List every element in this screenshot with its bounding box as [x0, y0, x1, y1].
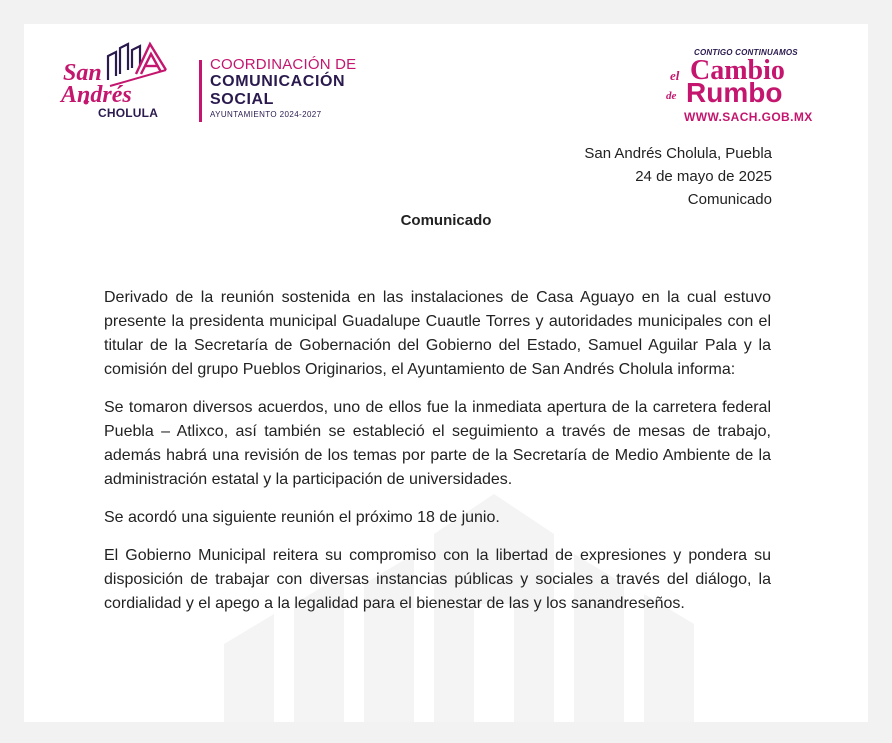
coordination-line4: AYUNTAMIENTO 2024-2027: [210, 110, 322, 119]
document-body: [104, 286, 771, 630]
kind-line: Comunicado: [687, 191, 772, 208]
logo-cambio: Cambio: [690, 55, 785, 86]
logo-divider: [199, 60, 202, 122]
website-url: WWW.SACH.GOB.MX: [684, 110, 813, 124]
document-title: Comunicado: [400, 212, 492, 229]
place-line: San Andrés Cholula, Puebla: [584, 145, 772, 162]
logo-de: de: [666, 90, 677, 102]
dateline: [584, 142, 772, 211]
paragraph: Se acordó una siguiente reunión el próximo 18 de junio.: [104, 509, 500, 526]
logo-el: el: [670, 68, 680, 83]
san-andres-logo: [48, 40, 358, 130]
cambio-de-rumbo-logo: [660, 46, 840, 126]
coordination-line1: COORDINACIÓN DE: [210, 56, 357, 73]
paragraph: Derivado de la reunión sostenida en las instalaciones de Casa Aguayo en la cual estuvo presente la presidenta municipal Guadalupe Cuautle Torres y autoridades municipales con el titular de la Secretaría de Gobernación del Gobierno del Estado, Samuel Aguilar Pala y la comisión del grupo Pueblos Originarios, el Ayuntamiento de San Andrés Cholula informa:: [104, 289, 771, 378]
document-page: [24, 24, 868, 722]
paragraph: Se tomaron diversos acuerdos, uno de ellos fue la inmediata apertura de la carretera federal Puebla – Atlixco, así también se estableció el seguimiento a través de mesas de trabajo, además habrá una revisión de los temas por parte de la Secretaría de Medio Ambiente de la administración estatal y la participación de universidades.: [104, 399, 771, 488]
logo-tagline: CONTIGO CONTINUAMOS: [694, 48, 798, 57]
date-line: 24 de mayo de 2025: [635, 168, 772, 185]
coordination-line3: SOCIAL: [210, 91, 275, 108]
coordination-line2: COMUNICACIÓN: [210, 73, 346, 90]
coordination-block: [210, 56, 370, 121]
san-andres-wordmark: San Andrés: [61, 60, 132, 108]
cholula-label: CHOLULA: [98, 106, 159, 120]
paragraph: El Gobierno Municipal reitera su compromiso con la libertad de expresiones y pondera su disposición de trabajar con diversas instancias públicas y sociales a través del diálogo, la cordialidad y el apego a la legalidad para el bienestar de las y los sanandreseños.: [104, 547, 771, 612]
logo-rumbo: Rumbo: [686, 77, 783, 108]
